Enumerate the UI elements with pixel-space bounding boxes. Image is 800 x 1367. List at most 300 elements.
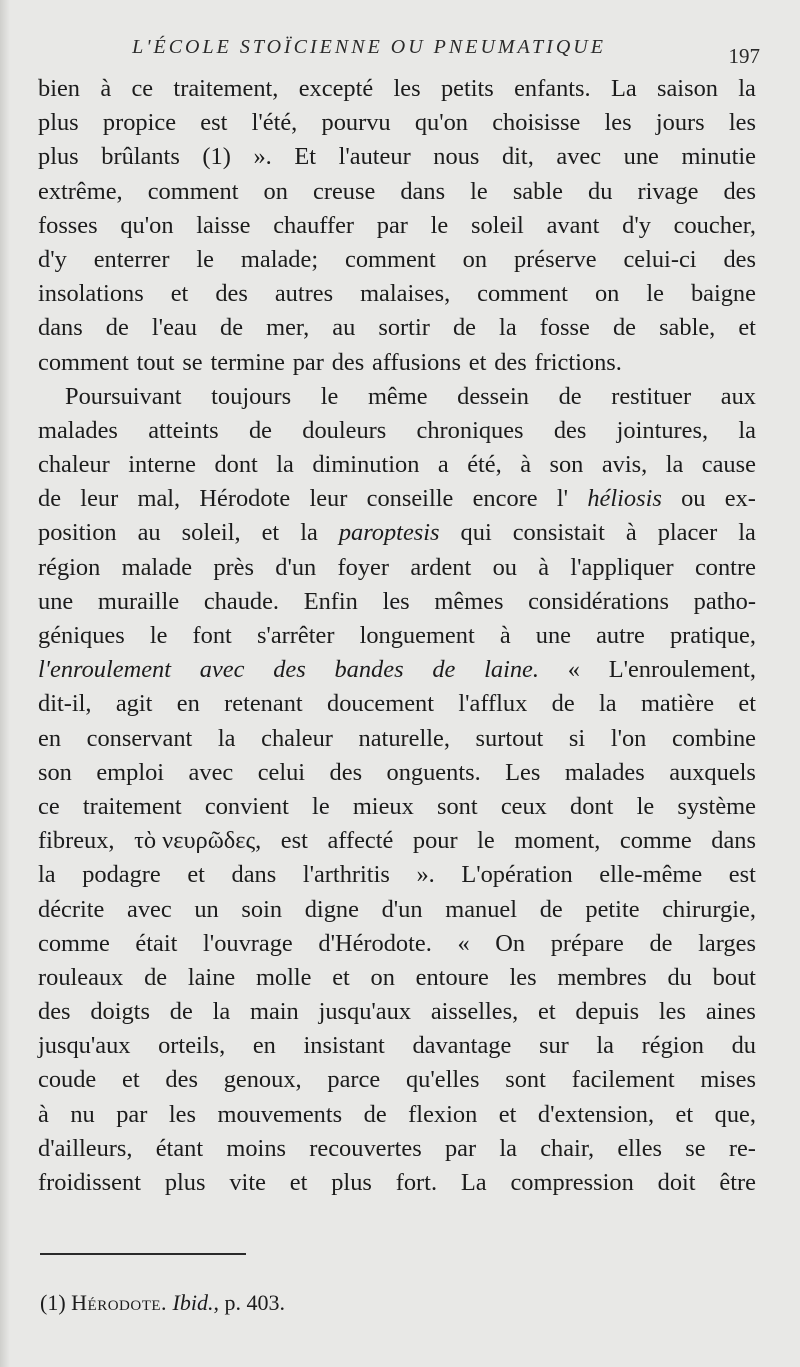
word: petits [440, 75, 494, 102]
word: les [382, 587, 410, 615]
word: géniques [38, 622, 125, 649]
text-line [38, 722, 756, 756]
word: laine. [484, 656, 539, 684]
word: font [192, 622, 232, 649]
word: autres [274, 280, 334, 308]
word: était [135, 929, 178, 957]
word: dont [214, 451, 258, 479]
word: longuement [359, 622, 475, 649]
text-line [38, 1166, 756, 1200]
word: mieux [352, 792, 414, 820]
text-line [38, 1098, 756, 1132]
word: celui [257, 758, 306, 786]
text-line [38, 448, 756, 482]
word: affecté [327, 827, 394, 855]
word: soin [241, 895, 283, 923]
word: contre [694, 553, 756, 581]
word: et [498, 1100, 517, 1128]
word: minutie [681, 143, 756, 171]
word: sable, [659, 314, 716, 342]
word: dans [231, 861, 277, 889]
word: fibreux, [38, 827, 115, 855]
word: agit [115, 690, 153, 718]
word: des [215, 280, 248, 308]
word: de [144, 963, 168, 991]
word: plus [38, 109, 79, 137]
word: de [432, 656, 456, 684]
word: de [248, 416, 272, 444]
word: doit [657, 1169, 696, 1196]
word: héliosis [587, 485, 662, 513]
word: combine [671, 724, 756, 752]
word: re- [728, 1134, 756, 1162]
word: se [685, 1134, 706, 1162]
word: le [636, 792, 655, 820]
word: atteints [148, 416, 219, 444]
word: diminution [312, 451, 420, 479]
word: et [187, 861, 205, 889]
word: des [165, 1066, 198, 1094]
word: le [320, 382, 339, 410]
word: toujours [211, 382, 292, 410]
word: traitement [82, 792, 182, 820]
word: la [738, 75, 756, 102]
word: Enfin [303, 587, 358, 615]
word: malade [121, 553, 193, 581]
word: froidissent [38, 1169, 141, 1196]
word: et [170, 280, 189, 308]
footnote-marker: (1) [40, 1290, 66, 1315]
word: propice [102, 109, 177, 137]
word: considérations [528, 587, 669, 615]
word: ». [416, 861, 435, 889]
word: membres [557, 963, 647, 991]
word: sur [538, 1032, 569, 1060]
word: l'arthritis [302, 861, 390, 889]
word: L'enroulement, [608, 656, 756, 684]
word: avis, [601, 451, 648, 479]
word: depuis [575, 998, 640, 1026]
word: on [263, 177, 288, 205]
word: insistant [303, 1032, 385, 1060]
word: ou [492, 553, 517, 581]
word: baigne [690, 280, 756, 308]
word: chauffer [273, 211, 355, 239]
text-line [38, 961, 756, 995]
word: Et [294, 143, 317, 171]
word: vite [229, 1169, 266, 1196]
word: choisisse [492, 109, 581, 137]
word: l'auteur [338, 143, 411, 171]
word: davantage [412, 1032, 512, 1060]
text-line [38, 824, 756, 858]
word: paroptesis [338, 519, 440, 547]
word: insolations [38, 280, 144, 308]
word: plus [38, 143, 79, 171]
word: de [363, 1100, 387, 1128]
word: près [213, 553, 254, 581]
footnote-ibid: Ibid. [172, 1290, 214, 1315]
word: elles [617, 1134, 663, 1162]
word: on [594, 280, 620, 308]
word: fosses [38, 211, 98, 239]
word: à [100, 75, 112, 102]
word: à [38, 1100, 49, 1128]
word: la [276, 451, 294, 479]
word: restituer [611, 382, 692, 410]
word: avant [546, 211, 600, 239]
word: et [261, 519, 280, 547]
word: naturelle, [358, 724, 450, 752]
word: conseille [366, 485, 454, 513]
word: de [38, 485, 62, 513]
word: le [312, 792, 330, 820]
word: les [728, 109, 756, 137]
word: avec [199, 656, 245, 684]
word: le [646, 280, 664, 308]
word: de [612, 314, 636, 342]
word: les [658, 998, 687, 1026]
word: enfants. [514, 75, 591, 102]
word: du [667, 963, 692, 991]
word: la [217, 724, 236, 752]
word: muraille [97, 587, 180, 615]
word: nous [433, 143, 480, 171]
word: comment [147, 177, 239, 205]
word: douleurs [302, 416, 387, 444]
word: d'y [622, 211, 651, 239]
text-line [38, 790, 756, 824]
word: et [738, 690, 756, 718]
footnote-rule [40, 1253, 246, 1255]
word: des [723, 177, 756, 205]
word: son [38, 758, 72, 786]
word: prépare [550, 929, 624, 957]
word: Hérodote [199, 485, 291, 513]
word: position [38, 519, 117, 547]
word: comment [477, 280, 568, 308]
word: l' [556, 485, 569, 513]
word: à [538, 553, 550, 581]
text-line [38, 619, 756, 653]
page-number: 197 [728, 44, 760, 68]
word: ce [131, 75, 154, 102]
word: on [370, 963, 395, 991]
word: des [329, 758, 363, 786]
word: même [367, 382, 428, 410]
running-head [38, 32, 760, 66]
word: creuse [313, 177, 376, 205]
word: convient [204, 792, 289, 820]
text-line [38, 756, 756, 790]
word: se [182, 348, 203, 376]
word: étant [155, 1134, 204, 1162]
text-line [38, 277, 756, 311]
text-line [38, 1132, 756, 1166]
word: avec [188, 758, 234, 786]
word: système [677, 792, 756, 820]
word: la [738, 416, 756, 444]
word: compression [510, 1169, 634, 1196]
text-line [38, 585, 756, 619]
text-line [38, 858, 756, 892]
word: comment [345, 245, 436, 273]
word: chaleur [261, 724, 333, 752]
word: soleil, [181, 519, 241, 547]
word: dans [38, 314, 83, 342]
word: des [38, 998, 71, 1026]
text-line [38, 72, 756, 106]
word: bien [38, 75, 80, 102]
text-line [38, 311, 756, 345]
word: des [331, 348, 365, 376]
word: décrite [38, 895, 105, 923]
word: interne [128, 451, 196, 479]
word: mêmes [434, 587, 504, 615]
word: chaleur [38, 451, 110, 479]
word: patho- [693, 587, 756, 615]
running-title: L'ÉCOLE STOÏCIENNE OU PNEUMATIQUE [132, 36, 606, 58]
word: laine [187, 963, 236, 991]
word: τὸ νευρῶδες, [134, 827, 262, 855]
word: par [376, 211, 408, 239]
word: de [551, 690, 575, 718]
word: La [610, 75, 637, 102]
word: « [457, 929, 470, 957]
word: d'extension, [537, 1100, 655, 1128]
word: coucher, [673, 211, 756, 239]
word: s'arrêter [256, 622, 335, 649]
word: tout [136, 348, 175, 376]
word: et [289, 1169, 308, 1196]
word: qu'on [414, 109, 469, 137]
word: emploi [96, 758, 165, 786]
word: ceux [500, 792, 547, 820]
word: bout [712, 963, 756, 991]
word: plus [164, 1169, 206, 1196]
word: digne [304, 895, 359, 923]
word: moment, [514, 827, 601, 855]
word: comment [38, 348, 129, 376]
word: jusqu'aux [38, 1032, 131, 1060]
word: les [168, 1100, 196, 1128]
word: une [535, 622, 571, 649]
text-line [38, 482, 756, 516]
word: des [723, 245, 756, 273]
word: doucement [327, 690, 435, 718]
word: la [300, 519, 318, 547]
word: flexion [408, 1100, 478, 1128]
word: malade; [240, 245, 319, 273]
word: du [731, 1032, 756, 1060]
word: au [332, 314, 356, 342]
word: avec [127, 895, 172, 923]
word: de [539, 895, 563, 923]
word: jours [655, 109, 705, 137]
word: les [509, 963, 537, 991]
word: coude [38, 1066, 97, 1094]
word: dans [400, 177, 446, 205]
word: les [604, 109, 632, 137]
word: chirurgie, [662, 895, 756, 923]
word: à [499, 622, 511, 649]
word: a [437, 451, 449, 479]
word: mal, [137, 485, 181, 513]
word: par [116, 1100, 148, 1128]
word: d'un [275, 553, 317, 581]
word: région [641, 1032, 704, 1060]
word: ». [253, 143, 272, 171]
word: l'on [610, 724, 647, 752]
footnote-page-ref: , p. 403. [213, 1290, 285, 1315]
word: L'opération [461, 861, 573, 889]
word: ou [681, 485, 706, 513]
word: la [38, 861, 56, 889]
word: parce [327, 1066, 381, 1094]
text-line [38, 1063, 756, 1097]
word: mises [700, 1066, 756, 1094]
word: (1) [202, 143, 231, 171]
word: la [599, 690, 617, 718]
text-line [38, 927, 756, 961]
word: auxquels [669, 758, 756, 786]
word: dit-il, [38, 690, 92, 718]
word: est [728, 861, 756, 889]
word: des [553, 416, 587, 444]
word: la [212, 998, 231, 1026]
word: de [558, 382, 582, 410]
word: foyer [337, 553, 390, 581]
word: des [273, 656, 306, 684]
word: enterrer [93, 245, 170, 273]
word: de [220, 314, 244, 342]
word: dit, [501, 143, 534, 171]
word: avec [556, 143, 602, 171]
word: été, [467, 451, 502, 479]
text-line [38, 106, 756, 140]
text-line [38, 414, 756, 448]
word: nu [70, 1100, 95, 1128]
word: le [149, 622, 168, 649]
word: le [477, 827, 495, 855]
word: un [194, 895, 219, 923]
word: chaude. [203, 587, 280, 615]
word: du [588, 177, 613, 205]
word: une [38, 587, 74, 615]
word: orteils, [158, 1032, 226, 1060]
word: Les [505, 758, 541, 786]
word: d'un [381, 895, 423, 923]
word: soleil [470, 211, 524, 239]
word: petite [585, 895, 640, 923]
word: l'ouvrage [203, 929, 293, 957]
word: sont [505, 1066, 546, 1094]
word: pour [412, 827, 458, 855]
word: molle [255, 963, 312, 991]
word: On [495, 929, 526, 957]
text-line [38, 380, 756, 414]
word: leur [80, 485, 119, 513]
text-line [38, 243, 756, 277]
word: encore [472, 485, 538, 513]
word: frictions. [534, 348, 622, 376]
word: région [38, 553, 101, 581]
word: surtout [475, 724, 544, 752]
word: « [567, 656, 580, 684]
word: en [176, 690, 200, 718]
word: est [280, 827, 308, 855]
word: onguents. [386, 758, 481, 786]
word: recouvertes [309, 1134, 422, 1162]
word: par [292, 348, 324, 376]
word: traitement, [173, 75, 279, 102]
word: jointures, [616, 416, 709, 444]
word: est [200, 109, 228, 137]
word: de [105, 314, 129, 342]
word: plus [331, 1169, 372, 1196]
word: la [665, 451, 684, 479]
word: fort. [395, 1169, 438, 1196]
footnote-author: Hérodote. [71, 1290, 168, 1315]
word: aisselles, [430, 998, 519, 1026]
word: le [470, 177, 488, 205]
word: la [596, 1032, 615, 1060]
word: d'Hérodote. [318, 929, 432, 957]
word: comme [38, 929, 110, 957]
word: qui [460, 519, 492, 547]
word: elle-même [599, 861, 703, 889]
word: pratique, [669, 622, 756, 649]
word: celui-ci [623, 245, 697, 273]
word: termine [210, 348, 285, 376]
word: et [738, 314, 756, 342]
word: si [568, 724, 586, 752]
word: ex- [724, 485, 756, 513]
word: consistait [512, 519, 605, 547]
word: la [738, 519, 756, 547]
word: les [393, 75, 421, 102]
text-line [38, 346, 756, 380]
word: moins [226, 1134, 287, 1162]
word: doigts [90, 998, 150, 1026]
word: dans [711, 827, 756, 855]
word: l'été, [251, 109, 298, 137]
word: aines [705, 998, 756, 1026]
word: leur [309, 485, 348, 513]
word: podagre [82, 861, 161, 889]
word: qu'on [120, 211, 174, 239]
word: dessein [457, 382, 529, 410]
word: et [332, 963, 350, 991]
word: et [468, 348, 487, 376]
text-line [38, 209, 756, 243]
word: saison [656, 75, 718, 102]
word: manuel [445, 895, 518, 923]
word: préserve [513, 245, 597, 273]
word: genoux, [223, 1066, 302, 1094]
text-line [38, 687, 756, 721]
word: des [494, 348, 527, 376]
word: rivage [637, 177, 699, 205]
body-text [38, 72, 756, 1200]
word: par [444, 1134, 477, 1162]
text-line [38, 516, 756, 550]
word: malades [564, 758, 645, 786]
word: la [499, 1134, 517, 1162]
word: chroniques [416, 416, 524, 444]
word: d'ailleurs, [38, 1134, 133, 1162]
text-line [38, 893, 756, 927]
